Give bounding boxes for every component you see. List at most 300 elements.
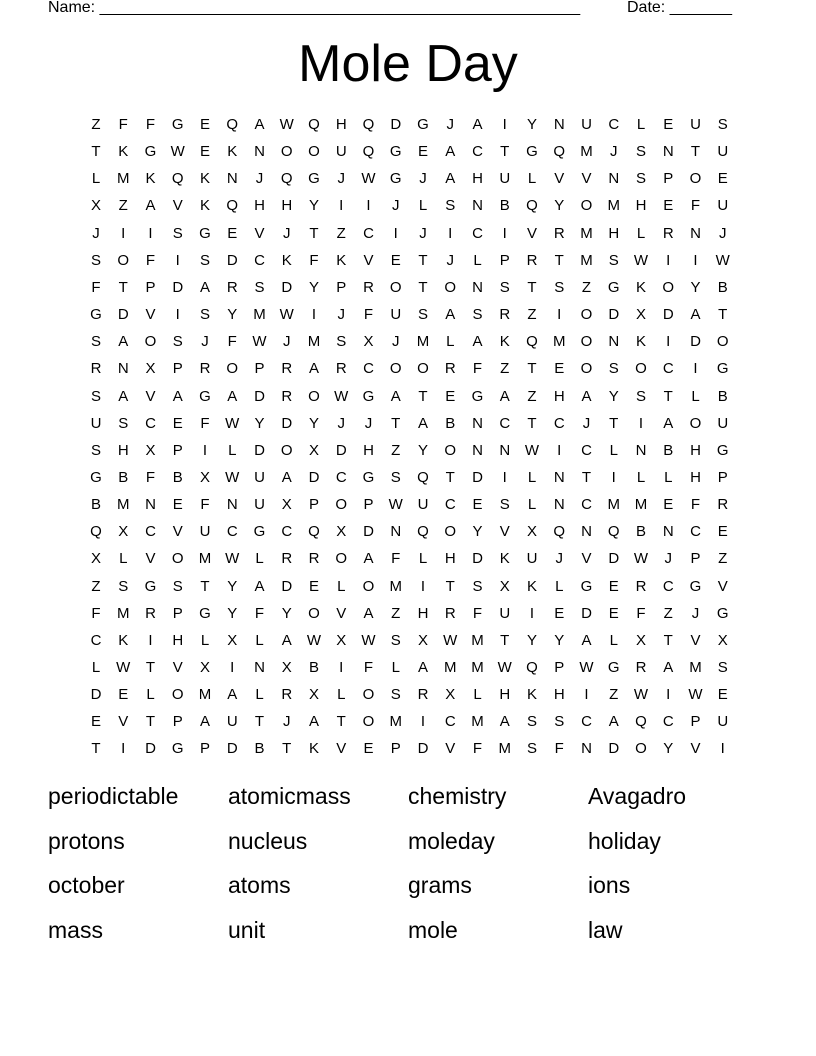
- grid-letter: D: [281, 278, 293, 296]
- grid-letter: E: [472, 496, 483, 514]
- grid-letter: G: [471, 387, 484, 405]
- grid-letter: S: [526, 713, 537, 731]
- grid-letter: S: [717, 116, 728, 133]
- grid-letter: W: [225, 468, 240, 486]
- grid-letter: I: [175, 251, 180, 269]
- grid-letter: I: [148, 224, 153, 242]
- grid-letter: S: [554, 713, 565, 731]
- grid-letter: N: [553, 468, 565, 486]
- grid-letter: I: [339, 197, 344, 215]
- grid-letter: X: [635, 306, 646, 324]
- grid-letter: W: [361, 170, 376, 188]
- grid-letter: A: [581, 631, 592, 649]
- grid-letter: E: [717, 686, 728, 704]
- grid-letter: B: [445, 414, 456, 432]
- grid-letter: V: [445, 740, 456, 758]
- grid-letter: Q: [280, 170, 293, 188]
- grid-letter: N: [145, 496, 156, 514]
- grid-letter: D: [172, 278, 184, 296]
- grid-letter: O: [580, 306, 593, 324]
- grid-letter: N: [581, 740, 592, 758]
- grid-letter: P: [145, 278, 156, 296]
- grid-letter: Y: [608, 387, 619, 405]
- grid-letter: L: [636, 224, 646, 242]
- grid-letter: P: [172, 360, 183, 378]
- grid-letter: S: [172, 333, 183, 351]
- grid-letter: S: [90, 387, 101, 405]
- grid-letter: D: [226, 251, 238, 269]
- grid-letter: K: [308, 740, 319, 758]
- grid-letter: V: [499, 523, 510, 541]
- grid-letter: J: [364, 414, 373, 432]
- page-title: Mole Day: [298, 35, 518, 93]
- grid-letter: G: [689, 577, 702, 595]
- grid-letter: B: [499, 197, 510, 215]
- grid-letter: M: [607, 496, 620, 514]
- word-list-item: protons: [48, 827, 125, 854]
- grid-letter: V: [145, 306, 156, 324]
- grid-letter: I: [502, 468, 507, 486]
- name-field-line: Name: ______________________________________________________: [48, 0, 581, 16]
- grid-letter: L: [337, 686, 346, 704]
- grid-letter: S: [254, 278, 265, 296]
- word-list-item: october: [48, 872, 125, 898]
- grid-letter: T: [200, 577, 210, 595]
- grid-letter: L: [255, 550, 264, 568]
- grid-letter: I: [420, 577, 426, 595]
- grid-letter: N: [553, 116, 565, 133]
- grid-letter: P: [172, 604, 183, 622]
- grid-letter: U: [90, 414, 102, 432]
- grid-letter: D: [90, 686, 102, 704]
- grid-letter: H: [335, 116, 347, 133]
- grid-letter: S: [635, 170, 646, 188]
- grid-letter: X: [281, 659, 292, 676]
- grid-letter: L: [418, 197, 428, 215]
- grid-letter: O: [689, 414, 702, 432]
- grid-letter: R: [226, 278, 238, 296]
- grid-letter: U: [581, 116, 592, 133]
- grid-letter: X: [145, 360, 156, 378]
- grid-letter: W: [524, 441, 540, 459]
- grid-letter: L: [609, 631, 618, 649]
- grid-letter: U: [335, 143, 347, 161]
- grid-letter: E: [417, 143, 428, 161]
- grid-letter: J: [92, 224, 100, 242]
- grid-letter: D: [662, 306, 674, 324]
- grid-letter: K: [499, 550, 510, 568]
- grid-letter: S: [390, 631, 401, 649]
- grid-letter: U: [226, 713, 238, 731]
- grid-letter: T: [690, 143, 701, 161]
- grid-letter: G: [308, 170, 320, 188]
- grid-letter: S: [499, 496, 510, 514]
- grid-letter: Q: [308, 523, 320, 541]
- grid-letter: X: [717, 631, 728, 649]
- grid-letter: Y: [308, 414, 319, 432]
- grid-letter: I: [230, 659, 235, 676]
- grid-letter: Z: [91, 116, 101, 133]
- grid-letter: A: [472, 116, 483, 133]
- grid-letter: R: [444, 360, 456, 378]
- grid-letter: H: [172, 631, 184, 649]
- grid-letter: V: [581, 550, 592, 568]
- grid-letter: J: [255, 170, 264, 188]
- grid-letter: W: [715, 251, 730, 269]
- grid-letter: B: [717, 387, 728, 405]
- grid-letter: W: [170, 143, 185, 161]
- grid-letter: S: [172, 224, 183, 242]
- grid-letter: T: [91, 740, 101, 758]
- grid-letter: G: [199, 224, 211, 242]
- grid-letter: C: [662, 577, 674, 595]
- grid-letter: O: [308, 143, 320, 161]
- grid-letter: K: [199, 170, 210, 188]
- grid-letter: T: [282, 740, 292, 758]
- grid-letter: X: [363, 333, 374, 351]
- grid-letter: S: [526, 740, 537, 758]
- grid-letter: C: [608, 116, 620, 133]
- grid-letter: I: [666, 686, 671, 704]
- grid-letter: Z: [91, 577, 101, 595]
- grid-letter: X: [526, 523, 537, 541]
- grid-letter: X: [308, 441, 319, 459]
- grid-letter: G: [417, 116, 429, 133]
- grid-letter: F: [363, 659, 374, 676]
- grid-letter: S: [417, 306, 428, 324]
- grid-letter: V: [254, 224, 265, 242]
- grid-letter: S: [199, 251, 210, 269]
- grid-letter: Z: [118, 197, 128, 215]
- grid-letter: S: [608, 251, 619, 269]
- grid-letter: Z: [500, 360, 510, 378]
- grid-letter: D: [417, 740, 429, 758]
- grid-letter: F: [200, 496, 210, 514]
- grid-letter: Y: [417, 441, 428, 459]
- grid-letter: I: [638, 414, 644, 432]
- grid-letter: R: [90, 360, 102, 378]
- grid-letter: H: [281, 197, 293, 215]
- grid-letter: C: [472, 143, 483, 161]
- grid-letter: T: [527, 360, 537, 378]
- grid-letter: L: [473, 251, 482, 269]
- grid-letter: M: [117, 170, 130, 188]
- grid-letter: G: [716, 441, 729, 459]
- grid-letter: G: [362, 387, 375, 405]
- grid-letter: O: [308, 604, 320, 622]
- grid-letter: X: [336, 523, 347, 541]
- grid-letter: O: [389, 360, 402, 378]
- grid-letter: I: [693, 251, 698, 269]
- grid-letter: S: [390, 468, 401, 486]
- grid-letter: S: [118, 577, 129, 595]
- grid-letter: J: [337, 414, 345, 432]
- grid-letter: D: [608, 550, 620, 568]
- grid-letter: H: [417, 604, 429, 622]
- grid-letter: O: [689, 170, 702, 188]
- grid-letter: D: [608, 306, 620, 324]
- grid-letter: A: [581, 387, 592, 405]
- grid-letter: I: [584, 686, 589, 704]
- grid-letter: W: [443, 631, 458, 649]
- grid-letter: A: [118, 387, 129, 405]
- grid-letter: B: [90, 496, 101, 514]
- grid-letter: M: [253, 306, 266, 324]
- grid-letter: A: [254, 577, 265, 595]
- grid-letter: I: [720, 740, 725, 758]
- grid-letter: C: [226, 523, 238, 541]
- grid-letter: M: [580, 251, 593, 269]
- grid-letter: F: [227, 333, 237, 351]
- date-field-line: Date: _______: [627, 0, 732, 16]
- grid-letter: Q: [526, 333, 538, 351]
- grid-letter: A: [254, 116, 265, 133]
- grid-letter: L: [473, 686, 482, 704]
- grid-letter: M: [389, 577, 402, 595]
- grid-letter: I: [611, 468, 616, 486]
- grid-letter: E: [227, 224, 238, 242]
- grid-letter: X: [145, 441, 156, 459]
- grid-letter: O: [335, 496, 348, 514]
- grid-letter: B: [663, 441, 674, 459]
- grid-letter: A: [472, 333, 483, 351]
- grid-letter: M: [580, 143, 593, 161]
- grid-letter: O: [144, 333, 157, 351]
- grid-letter: W: [279, 116, 294, 133]
- grid-letter: R: [635, 659, 647, 676]
- grid-letter: O: [171, 686, 184, 704]
- grid-letter: A: [227, 686, 238, 704]
- grid-letter: R: [145, 604, 156, 622]
- grid-letter: D: [363, 523, 374, 541]
- grid-letter: X: [199, 659, 210, 676]
- grid-letter: C: [281, 523, 293, 541]
- grid-letter: W: [279, 306, 294, 324]
- grid-letter: T: [118, 278, 128, 296]
- grid-letter: I: [175, 306, 180, 324]
- grid-letter: S: [499, 278, 510, 296]
- grid-letter: O: [362, 686, 375, 704]
- grid-letter: S: [717, 659, 728, 676]
- grid-letter: G: [716, 360, 729, 378]
- grid-letter: M: [471, 659, 484, 676]
- grid-letter: S: [90, 251, 101, 269]
- grid-letter: N: [662, 523, 674, 541]
- grid-letter: S: [90, 441, 101, 459]
- grid-letter: T: [718, 306, 728, 324]
- grid-letter: Y: [227, 306, 238, 324]
- grid-letter: S: [336, 333, 347, 351]
- grid-letter: Q: [226, 197, 239, 215]
- grid-letter: Z: [391, 441, 401, 459]
- grid-letter: A: [417, 659, 428, 676]
- grid-letter: S: [608, 360, 619, 378]
- grid-letter: X: [417, 631, 428, 649]
- grid-letter: O: [580, 360, 593, 378]
- grid-letter: I: [121, 224, 126, 242]
- grid-letter: E: [717, 170, 728, 188]
- grid-letter: J: [419, 224, 427, 242]
- grid-letter: M: [389, 713, 402, 731]
- grid-letter: W: [306, 631, 322, 649]
- grid-letter: S: [472, 577, 483, 595]
- grid-letter: J: [337, 306, 345, 324]
- grid-letter: H: [608, 224, 620, 242]
- grid-letter: W: [633, 686, 649, 704]
- grid-letter: Y: [308, 197, 319, 215]
- grid-letter: N: [390, 523, 402, 541]
- grid-letter: G: [526, 143, 538, 161]
- grid-letter: D: [608, 740, 620, 758]
- grid-letter: S: [635, 387, 646, 405]
- grid-letter: Y: [472, 523, 483, 541]
- grid-letter: C: [662, 713, 674, 731]
- grid-letter: A: [145, 197, 156, 215]
- grid-letter: U: [717, 197, 729, 215]
- grid-letter: R: [281, 360, 293, 378]
- grid-letter: L: [636, 468, 646, 486]
- grid-letter: M: [553, 333, 566, 351]
- grid-letter: F: [690, 496, 701, 514]
- grid-letter: H: [635, 197, 647, 215]
- grid-letter: G: [90, 306, 102, 324]
- grid-letter: Q: [362, 143, 375, 161]
- grid-letter: G: [716, 604, 729, 622]
- grid-letter: X: [635, 631, 646, 649]
- grid-letter: P: [499, 251, 510, 269]
- grid-letter: C: [363, 360, 374, 378]
- grid-letter: I: [366, 197, 371, 215]
- grid-letter: C: [145, 523, 156, 541]
- grid-letter: V: [336, 604, 347, 622]
- grid-letter: G: [607, 659, 620, 676]
- grid-letter: N: [472, 197, 483, 215]
- grid-letter: E: [118, 686, 129, 704]
- grid-letter: E: [608, 604, 619, 622]
- grid-letter: Y: [308, 278, 319, 296]
- grid-letter: O: [362, 577, 375, 595]
- grid-letter: M: [471, 713, 484, 731]
- grid-letter: K: [635, 278, 646, 296]
- grid-letter: Y: [526, 631, 537, 649]
- grid-letter: F: [554, 740, 564, 758]
- grid-letter: D: [308, 468, 320, 486]
- grid-letter: I: [557, 306, 562, 324]
- grid-letter: N: [226, 170, 238, 188]
- grid-letter: T: [336, 713, 346, 731]
- grid-letter: E: [172, 496, 183, 514]
- grid-letter: U: [717, 143, 729, 161]
- grid-letter: O: [362, 713, 375, 731]
- grid-letter: E: [363, 740, 374, 758]
- grid-letter: Q: [526, 197, 538, 215]
- grid-letter: Q: [417, 523, 429, 541]
- grid-letter: R: [526, 251, 538, 269]
- grid-letter: N: [472, 414, 483, 432]
- grid-letter: Y: [690, 278, 701, 296]
- grid-letter: X: [227, 631, 238, 649]
- grid-letter: Z: [527, 387, 537, 405]
- grid-letter: E: [308, 577, 319, 595]
- grid-letter: X: [499, 577, 510, 595]
- grid-letter: M: [607, 197, 620, 215]
- grid-letter: G: [389, 143, 402, 161]
- grid-letter: G: [389, 170, 402, 188]
- grid-letter: H: [363, 441, 374, 459]
- grid-letter: O: [417, 360, 429, 378]
- grid-letter: V: [118, 713, 129, 731]
- grid-letter: O: [280, 441, 293, 459]
- grid-letter: A: [281, 468, 292, 486]
- grid-letter: I: [393, 224, 398, 242]
- grid-letter: T: [91, 143, 101, 161]
- grid-letter: D: [472, 550, 483, 568]
- grid-letter: P: [172, 441, 183, 459]
- grid-letter: G: [90, 468, 102, 486]
- grid-letter: P: [717, 468, 728, 486]
- grid-letter: V: [690, 631, 701, 649]
- grid-letter: V: [363, 251, 374, 269]
- grid-letter: E: [445, 387, 456, 405]
- grid-letter: M: [444, 659, 457, 676]
- grid-letter: I: [557, 441, 562, 459]
- grid-letter: D: [254, 387, 265, 405]
- grid-letter: A: [172, 387, 183, 405]
- grid-letter: T: [581, 468, 592, 486]
- grid-letter: O: [662, 278, 675, 296]
- grid-letter: U: [499, 170, 511, 188]
- grid-letter: F: [145, 116, 156, 133]
- grid-letter: G: [144, 143, 157, 161]
- grid-letter: U: [526, 550, 538, 568]
- grid-letter: W: [579, 659, 594, 676]
- grid-letter: D: [226, 740, 238, 758]
- grid-letter: F: [91, 278, 101, 296]
- grid-letter: Q: [308, 116, 320, 133]
- grid-letter: U: [499, 604, 511, 622]
- grid-letter: K: [526, 686, 537, 704]
- grid-letter: K: [281, 251, 292, 269]
- grid-letter: I: [339, 659, 344, 676]
- grid-letter: P: [199, 740, 210, 758]
- grid-letter: K: [499, 333, 510, 351]
- grid-letter: L: [691, 387, 700, 405]
- word-list-item: unit: [228, 916, 266, 943]
- grid-letter: A: [281, 631, 292, 649]
- grid-letter: M: [117, 604, 130, 622]
- grid-letter: A: [390, 387, 401, 405]
- grid-letter: W: [225, 414, 240, 432]
- grid-letter: H: [553, 686, 565, 704]
- grid-letter: L: [391, 659, 400, 676]
- grid-letter: U: [417, 496, 429, 514]
- grid-letter: I: [202, 441, 208, 459]
- grid-letter: N: [690, 224, 701, 242]
- grid-letter: G: [199, 387, 211, 405]
- grid-letter: A: [308, 360, 319, 378]
- grid-letter: C: [90, 631, 102, 649]
- grid-letter: T: [445, 468, 455, 486]
- grid-letter: C: [444, 713, 456, 731]
- grid-letter: P: [172, 713, 183, 731]
- grid-letter: N: [662, 143, 674, 161]
- grid-letter: X: [308, 686, 319, 704]
- grid-letter: J: [610, 143, 618, 161]
- grid-letter: U: [199, 523, 211, 541]
- grid-letter: B: [118, 468, 129, 486]
- grid-letter: X: [445, 686, 456, 704]
- grid-letter: R: [417, 686, 429, 704]
